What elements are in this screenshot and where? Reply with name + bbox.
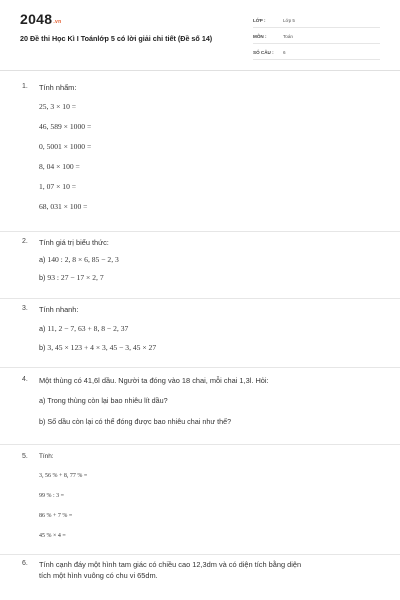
meta-value: Lớp 5 — [283, 18, 295, 23]
question-6 — [0, 555, 400, 595]
meta-value: 6 — [283, 50, 286, 55]
question-item: b) 93 : 27 − 17 × 2, 7 — [39, 273, 104, 282]
question-number: 5. — [22, 453, 28, 460]
question-item: a) Trong thùng còn lại bao nhiêu lít dầu? — [39, 396, 168, 405]
site-logo[interactable] — [20, 11, 61, 27]
question-item: 0, 5001 × 1000 = — [39, 142, 92, 151]
question-number: 6. — [22, 560, 28, 567]
question-item: 1, 07 × 10 = — [39, 182, 77, 191]
question-2 — [0, 232, 400, 299]
meta-row-count — [253, 46, 380, 60]
worksheet-header — [0, 0, 400, 71]
meta-value: Toán — [283, 34, 293, 39]
question-item: 45 % × 4 = — [39, 533, 66, 539]
question-text: Tính nhẩm: — [39, 83, 77, 92]
question-1 — [0, 70, 400, 232]
question-item: b) Số dầu còn lại có thể đóng được bao nhiêu chai như thế? — [39, 417, 232, 426]
question-text: Một thùng có 41,6l dầu. Người ta đóng vào 18 chai, mỗi chai 1,3l. Hỏi: — [39, 376, 269, 385]
question-text-line: Tính cạnh đáy một hình tam giác có chiều cao 12,3dm và có diện tích bằng diện — [39, 560, 302, 569]
question-5 — [0, 445, 400, 555]
question-item: 25, 3 × 10 = — [39, 102, 77, 111]
question-item: 99 % : 3 = — [39, 493, 65, 499]
question-item: 8, 04 × 100 = — [39, 162, 80, 171]
question-number: 2. — [22, 238, 28, 245]
question-number: 3. — [22, 305, 28, 312]
question-text-line: tích một hình vuông có chu vi 65dm. — [39, 571, 158, 580]
logo-text: 2048 — [20, 11, 53, 27]
question-item: 46, 589 × 1000 = — [39, 122, 92, 131]
question-4 — [0, 368, 400, 445]
question-text: Tính nhanh: — [39, 305, 79, 314]
question-text: Tính: — [39, 453, 54, 460]
meta-row-class — [253, 14, 380, 28]
question-number: 1. — [22, 83, 28, 90]
question-3 — [0, 299, 400, 368]
worksheet-title: 20 Đề thi Học Kì I Toánlớp 5 có lời giải chi tiết (Đề số 14) — [20, 34, 213, 43]
meta-label: MÔN : — [253, 34, 267, 39]
question-item: a) 11, 2 − 7, 63 + 8, 8 − 2, 37 — [39, 324, 129, 333]
meta-label: LỚP : — [253, 18, 266, 23]
meta-label: SỐ CÂU : — [253, 50, 274, 55]
question-item: a) 140 : 2, 8 × 6, 85 − 2, 3 — [39, 255, 119, 264]
question-text: Tính giá trị biểu thức: — [39, 238, 109, 247]
question-number: 4. — [22, 376, 28, 383]
meta-table — [253, 14, 380, 62]
meta-row-subject — [253, 30, 380, 44]
logo-domain: .vn — [53, 19, 62, 25]
question-item: 86 % + 7 % = — [39, 513, 73, 519]
question-item: b) 3, 45 × 123 + 4 × 3, 45 − 3, 45 × 27 — [39, 343, 157, 352]
question-item: 68, 031 × 100 = — [39, 202, 88, 211]
question-list — [0, 70, 400, 595]
question-item: 3, 56 % + 8, 77 % = — [39, 473, 88, 479]
